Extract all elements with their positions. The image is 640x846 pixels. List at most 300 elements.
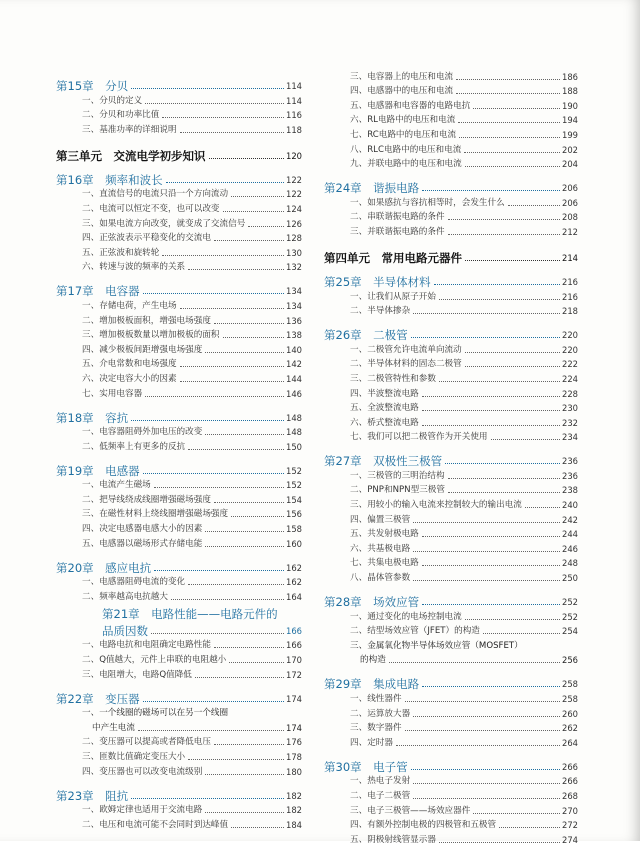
section-entry xyxy=(324,400,578,415)
page-number: 220 xyxy=(562,330,578,341)
dot-leader xyxy=(422,604,560,605)
entry-label: 五、正弦波和旋转轮 xyxy=(82,247,160,258)
entry-label: 五、电感器和电容器的电路电抗 xyxy=(350,100,471,111)
dot-leader xyxy=(143,701,284,702)
entry-label: 一、直流信号的电流只沿一个方向流动 xyxy=(82,189,229,200)
dot-leader xyxy=(448,234,560,235)
dot-leader xyxy=(413,716,560,717)
entry-label: 四、变压器也可以改变电流级别 xyxy=(82,766,203,777)
entry-label: 第23章 阻抗 xyxy=(56,788,129,803)
page-number: 118 xyxy=(286,124,302,135)
entry-label: 八、RLC电路中的电压和电流 xyxy=(350,144,462,155)
entry-label: 四、定时器 xyxy=(350,737,393,748)
page-number: 184 xyxy=(286,819,302,830)
entry-label: 第25章 半导体材料 xyxy=(324,274,431,289)
entry-label: 第16章 频率和波长 xyxy=(56,172,163,187)
section-entry xyxy=(56,438,302,453)
dot-leader xyxy=(422,565,560,566)
dot-leader xyxy=(143,473,284,474)
entry-label: 四、偏置三极管 xyxy=(350,514,411,525)
page-number: 164 xyxy=(286,591,302,602)
unit-entry xyxy=(56,140,302,162)
section-entry xyxy=(56,520,302,535)
dot-leader xyxy=(248,226,284,227)
entry-label: 三、二极管特性和参数 xyxy=(350,373,436,384)
chapter-entry xyxy=(56,603,302,620)
dot-leader xyxy=(188,584,284,585)
entry-label: 二、半导体材料的固态二极管 xyxy=(350,359,462,370)
section-entry xyxy=(324,817,578,832)
entry-label: 六、决定电容大小的因素 xyxy=(82,373,177,384)
section-entry xyxy=(324,831,578,846)
dot-leader xyxy=(499,827,560,828)
dot-leader xyxy=(422,410,560,411)
section-entry xyxy=(56,385,302,400)
section-entry xyxy=(324,83,578,98)
page-number: 194 xyxy=(562,115,578,126)
page-number: 260 xyxy=(562,708,578,719)
entry-label: 第18章 容抗 xyxy=(56,410,129,425)
page-number: 136 xyxy=(286,315,302,326)
page-number: 172 xyxy=(286,669,302,680)
entry-label: 五、介电常数和电场强度 xyxy=(82,359,177,370)
page-number: 216 xyxy=(562,291,578,302)
entry-label: 二、把导线绕成线圈增强磁场强度 xyxy=(82,494,211,505)
page-number: 122 xyxy=(286,174,302,185)
dot-leader xyxy=(205,546,284,547)
chapter-entry xyxy=(56,457,302,477)
page-number: 206 xyxy=(562,183,578,194)
entry-label: 三、电阻增大，电路Q值降低 xyxy=(82,669,192,680)
section-entry xyxy=(56,734,302,749)
entry-label: 三、在磁性材料上绕线圈增强磁场强度 xyxy=(82,509,229,520)
dot-leader xyxy=(231,196,284,197)
page-number: 170 xyxy=(286,655,302,666)
dot-leader xyxy=(205,531,284,532)
entry-label: 一、电流产生磁场 xyxy=(82,480,151,491)
entry-label: 二、分贝和功率比值 xyxy=(82,110,160,121)
page-number: 256 xyxy=(562,655,578,666)
section-entry xyxy=(56,356,302,371)
dot-leader xyxy=(439,842,560,843)
page-number: 252 xyxy=(562,611,578,622)
page-number: 240 xyxy=(562,500,578,511)
entry-label: 一、如果感抗与容抗相等时，会发生什么 xyxy=(350,197,505,208)
dot-leader xyxy=(223,337,284,338)
dot-leader xyxy=(154,570,284,571)
page-number: 148 xyxy=(286,412,302,423)
dot-leader xyxy=(214,240,284,241)
page-number: 262 xyxy=(562,723,578,734)
dot-leader xyxy=(465,366,560,367)
entry-label: 六、转速与波的频率的关系 xyxy=(82,262,186,273)
dot-leader xyxy=(456,79,560,80)
dot-leader xyxy=(205,774,284,775)
page-number: 162 xyxy=(286,562,302,573)
page-number: 154 xyxy=(286,494,302,505)
dot-leader xyxy=(464,152,560,153)
section-entry xyxy=(324,555,578,570)
entry-label: 五、共发射极电路 xyxy=(350,529,419,540)
dot-leader xyxy=(214,744,284,745)
entry-label: 二、运算放大器 xyxy=(350,708,411,719)
entry-label: 第22章 变压器 xyxy=(56,691,140,706)
entry-label: 二、串联谐振电路的条件 xyxy=(350,212,445,223)
dot-leader xyxy=(162,117,284,118)
toc-right-column xyxy=(324,68,578,846)
section-entry xyxy=(56,637,302,652)
section-entry xyxy=(56,705,302,720)
section-entry xyxy=(56,588,302,603)
page-number: 274 xyxy=(562,834,578,845)
entry-label: 九、并联电路中的电压和电流 xyxy=(350,159,462,170)
dot-leader xyxy=(422,686,560,687)
section-entry xyxy=(324,705,578,720)
page-number: 160 xyxy=(286,538,302,549)
section-entry xyxy=(324,303,578,318)
dot-leader xyxy=(465,166,560,167)
entry-label: 一、热电子发射 xyxy=(350,776,411,787)
chapter-entry xyxy=(56,782,302,802)
entry-label: 一、分贝的定义 xyxy=(82,95,143,106)
page-number: 238 xyxy=(562,485,578,496)
page-number: 122 xyxy=(286,189,302,200)
dot-leader xyxy=(188,269,284,270)
page-number: 202 xyxy=(562,144,578,155)
section-entry xyxy=(56,107,302,122)
page-number: 142 xyxy=(286,359,302,370)
section-entry xyxy=(324,288,578,303)
dot-leader xyxy=(231,516,284,517)
dot-leader xyxy=(456,93,560,94)
toc-left-column xyxy=(56,68,302,831)
dot-leader xyxy=(413,522,560,523)
section-entry xyxy=(56,121,302,136)
section-entry xyxy=(324,608,578,623)
page-number: 128 xyxy=(286,233,302,244)
page-number: 126 xyxy=(286,218,302,229)
dot-leader xyxy=(138,730,284,731)
section-entry xyxy=(324,68,578,83)
page-number: 144 xyxy=(286,373,302,384)
page-number: 166 xyxy=(286,625,302,636)
entry-label: 品质因数 xyxy=(102,623,148,638)
entry-label: 二、PNP和NPN型三极管 xyxy=(350,485,445,496)
section-entry xyxy=(324,787,578,802)
entry-label: 八、晶体管参数 xyxy=(350,573,411,584)
entry-label: 的构造 xyxy=(360,655,386,666)
page-number: 152 xyxy=(286,480,302,491)
dot-leader xyxy=(422,536,560,537)
page-number: 186 xyxy=(562,71,578,82)
entry-label: 四、半波整流电路 xyxy=(350,388,419,399)
dot-leader xyxy=(145,396,284,397)
dot-leader xyxy=(229,662,284,663)
dot-leader xyxy=(411,769,560,770)
entry-label: 三、电子三极管——场效应器件 xyxy=(350,805,471,816)
page-number: 214 xyxy=(562,252,578,263)
entry-label: 二、频率越高电抗越大 xyxy=(82,591,168,602)
entry-label: 中产生电流 xyxy=(92,722,135,733)
section-entry xyxy=(324,429,578,444)
section-entry xyxy=(324,540,578,555)
section-entry xyxy=(56,719,302,734)
entry-label: 三、如果电流方向改变，就变成了交流信号 xyxy=(82,218,246,229)
dot-leader xyxy=(439,299,560,300)
entry-label: 七、共集电极电路 xyxy=(350,558,419,569)
chapter-entry xyxy=(324,753,578,773)
section-entry xyxy=(324,569,578,584)
page-number: 134 xyxy=(286,300,302,311)
dot-leader xyxy=(448,219,560,220)
dot-leader xyxy=(473,108,560,109)
section-entry xyxy=(324,370,578,385)
page-number: 158 xyxy=(286,524,302,535)
page-number: 224 xyxy=(562,373,578,384)
section-entry xyxy=(324,414,578,429)
section-entry xyxy=(324,482,578,497)
section-entry xyxy=(324,223,578,238)
section-entry xyxy=(324,141,578,156)
section-entry xyxy=(324,511,578,526)
chapter-entry xyxy=(324,268,578,288)
page-number: 204 xyxy=(562,159,578,170)
section-entry xyxy=(56,370,302,385)
page-number: 166 xyxy=(286,640,302,651)
page-number: 162 xyxy=(286,577,302,588)
entry-label: 一、二极管允许电流单向流动 xyxy=(350,344,462,355)
dot-leader xyxy=(131,420,284,421)
dot-leader xyxy=(180,132,284,133)
section-entry xyxy=(324,194,578,209)
entry-label: 二、电子二极管 xyxy=(350,790,411,801)
page-number: 206 xyxy=(562,197,578,208)
chapter-entry xyxy=(56,404,302,424)
entry-label: 一、通过变化的电场控制电流 xyxy=(350,611,462,622)
section-entry xyxy=(56,259,302,274)
entry-label: 四、减少极板间距增强电场强度 xyxy=(82,344,203,355)
dot-leader xyxy=(439,381,560,382)
dot-leader xyxy=(422,190,560,191)
section-entry xyxy=(56,574,302,589)
dot-leader xyxy=(188,759,284,760)
dot-leader xyxy=(214,647,284,648)
section-entry xyxy=(56,312,302,327)
page-number: 124 xyxy=(286,203,302,214)
section-entry xyxy=(56,200,302,215)
section-entry xyxy=(56,215,302,230)
dot-leader xyxy=(205,434,284,435)
chapter-entry xyxy=(324,588,578,608)
dot-leader xyxy=(231,827,284,828)
unit-entry xyxy=(324,242,578,264)
entry-label: 第21章 电路性能——电路元件的 xyxy=(102,606,278,621)
dot-leader xyxy=(508,205,560,206)
page-number: 258 xyxy=(562,694,578,704)
entry-label: 第24章 谐振电路 xyxy=(324,181,420,196)
section-entry xyxy=(324,341,578,356)
dot-leader xyxy=(154,487,284,488)
entry-label: 六、桥式整流电路 xyxy=(350,417,419,428)
page-number: 182 xyxy=(286,805,302,816)
dot-leader xyxy=(171,599,284,600)
page-number: 216 xyxy=(562,276,578,287)
page-number: 252 xyxy=(562,597,578,608)
entry-label: 二、Q值越大，元件上串联的电阻越小 xyxy=(82,655,227,666)
section-entry xyxy=(324,467,578,482)
entry-label: 三、数字器件 xyxy=(350,723,402,734)
page-number: 156 xyxy=(286,509,302,520)
chapter-entry xyxy=(324,670,578,690)
entry-label: 四、决定电感器电感大小的因素 xyxy=(82,524,203,535)
page-number: 148 xyxy=(286,427,302,438)
entry-label: 二、变压器可以提高或者降低电压 xyxy=(82,737,211,748)
section-entry xyxy=(56,186,302,201)
entry-label: 第29章 集成电路 xyxy=(324,677,420,692)
dot-leader xyxy=(422,396,560,397)
page-number: 140 xyxy=(286,344,302,355)
section-entry xyxy=(56,763,302,778)
chapter-entry xyxy=(324,174,578,194)
section-entry xyxy=(56,535,302,550)
dot-leader xyxy=(413,580,560,581)
entry-label: 三、金属氧化物半导体场效应管（MOSFET） xyxy=(350,640,523,651)
entry-label: 六、RL电路中的电压和电流 xyxy=(350,115,456,126)
page-number: 234 xyxy=(562,432,578,443)
entry-label: 第28章 场效应管 xyxy=(324,595,420,610)
page-number: 270 xyxy=(562,805,578,816)
entry-label: 二、结型场效应管（JFET）的构造 xyxy=(350,626,480,637)
dot-leader xyxy=(131,88,284,89)
dot-leader xyxy=(162,255,284,256)
page-number: 130 xyxy=(286,247,302,258)
dot-leader xyxy=(389,662,560,663)
entry-label: 二、低频率上有更多的反抗 xyxy=(82,441,186,452)
section-entry xyxy=(56,92,302,107)
entry-label: 三、基准功率的详细说明 xyxy=(82,124,177,135)
page-number: 208 xyxy=(562,212,578,223)
entry-label: 五、电感器以磁场形式存储电能 xyxy=(82,538,203,549)
page-number: 264 xyxy=(562,737,578,748)
dot-leader xyxy=(465,352,560,353)
section-entry xyxy=(324,623,578,638)
dot-leader xyxy=(205,812,284,813)
dot-leader xyxy=(448,492,560,493)
dot-leader xyxy=(405,701,560,702)
section-entry xyxy=(324,652,578,667)
page-number: 152 xyxy=(286,465,302,476)
page-number: 182 xyxy=(286,790,302,801)
entry-label: 二、增加极板面积，增强电场强度 xyxy=(82,315,211,326)
page-number: 268 xyxy=(562,790,578,801)
page-number: 134 xyxy=(286,286,302,297)
section-entry xyxy=(56,327,302,342)
entry-label: 四、有额外控制电极的四极管和五极管 xyxy=(350,820,497,831)
section-entry xyxy=(56,341,302,356)
chapter-entry xyxy=(56,72,302,92)
page-number: 250 xyxy=(562,573,578,584)
entry-label: 三、电容器上的电压和电流 xyxy=(350,71,454,82)
section-entry xyxy=(56,244,302,259)
entry-label: 一、电容器阻碍外加电压的改变 xyxy=(82,427,203,438)
page-number: 272 xyxy=(562,820,578,831)
dot-leader xyxy=(465,260,560,261)
entry-label: 二、半导体掺杂 xyxy=(350,306,411,317)
page-number: 132 xyxy=(286,262,302,273)
entry-label: 三、增加极板数量以增加极板的面积 xyxy=(82,330,220,341)
page-number: 254 xyxy=(562,626,578,637)
page-number: 190 xyxy=(562,100,578,111)
dot-leader xyxy=(195,677,284,678)
dot-leader xyxy=(143,293,284,294)
dot-leader xyxy=(188,449,284,450)
entry-label: 四、电感器中的电压和电流 xyxy=(350,86,454,97)
page-number: 199 xyxy=(562,129,578,140)
entry-label: 第四单元 常用电路元器件 xyxy=(324,250,462,265)
page-number: 180 xyxy=(286,766,302,777)
section-entry xyxy=(56,816,302,831)
entry-label: 一、电路电抗和电阻确定电路性能 xyxy=(82,640,211,651)
entry-label: 五、阴极射线管显示器 xyxy=(350,834,436,845)
entry-label: 三、并联谐振电路的条件 xyxy=(350,226,445,237)
dot-leader xyxy=(459,137,560,138)
dot-leader xyxy=(491,439,560,440)
entry-label: 一、线性器件 xyxy=(350,694,402,704)
page-number: 258 xyxy=(562,679,578,690)
section-entry xyxy=(56,230,302,245)
chapter-entry xyxy=(56,554,302,574)
section-entry xyxy=(324,156,578,171)
dot-leader xyxy=(413,313,560,314)
entry-label: 一、三极管的三明治结构 xyxy=(350,470,445,481)
chapter-entry xyxy=(56,166,302,186)
dot-leader xyxy=(473,813,560,814)
section-entry xyxy=(56,477,302,492)
chapter-entry xyxy=(56,277,302,297)
page-number: 266 xyxy=(562,761,578,772)
page-number: 246 xyxy=(562,543,578,554)
entry-label: 一、让我们从原子开始 xyxy=(350,291,436,302)
entry-label: 七、实用电容器 xyxy=(82,388,143,399)
dot-leader xyxy=(458,122,560,123)
entry-label: 一、电感器阻碍电流的变化 xyxy=(82,577,186,588)
page-number: 244 xyxy=(562,529,578,540)
dot-leader xyxy=(209,158,285,159)
page-number: 138 xyxy=(286,330,302,341)
section-entry xyxy=(56,491,302,506)
page-number: 230 xyxy=(562,403,578,414)
page-number: 222 xyxy=(562,359,578,370)
entry-label: 第三单元 交流电学初步知识 xyxy=(56,148,206,163)
section-entry xyxy=(324,690,578,705)
section-entry xyxy=(56,748,302,763)
entry-label: 第30章 电子管 xyxy=(324,759,408,774)
dot-leader xyxy=(465,619,560,620)
page-number: 178 xyxy=(286,752,302,762)
entry-label: 第27章 双极性三极管 xyxy=(324,454,443,469)
dot-leader xyxy=(396,745,560,746)
page-number: 212 xyxy=(562,226,578,237)
section-entry xyxy=(56,651,302,666)
page-number: 174 xyxy=(286,693,302,704)
section-entry xyxy=(56,506,302,521)
page-number: 218 xyxy=(562,306,578,317)
entry-label: 一、一个线圈的磁场可以在另一个线圈 xyxy=(82,708,229,719)
dot-leader xyxy=(214,323,284,324)
section-entry xyxy=(324,209,578,224)
entry-label: 第20章 感应电抗 xyxy=(56,560,152,575)
dot-leader xyxy=(411,337,560,338)
